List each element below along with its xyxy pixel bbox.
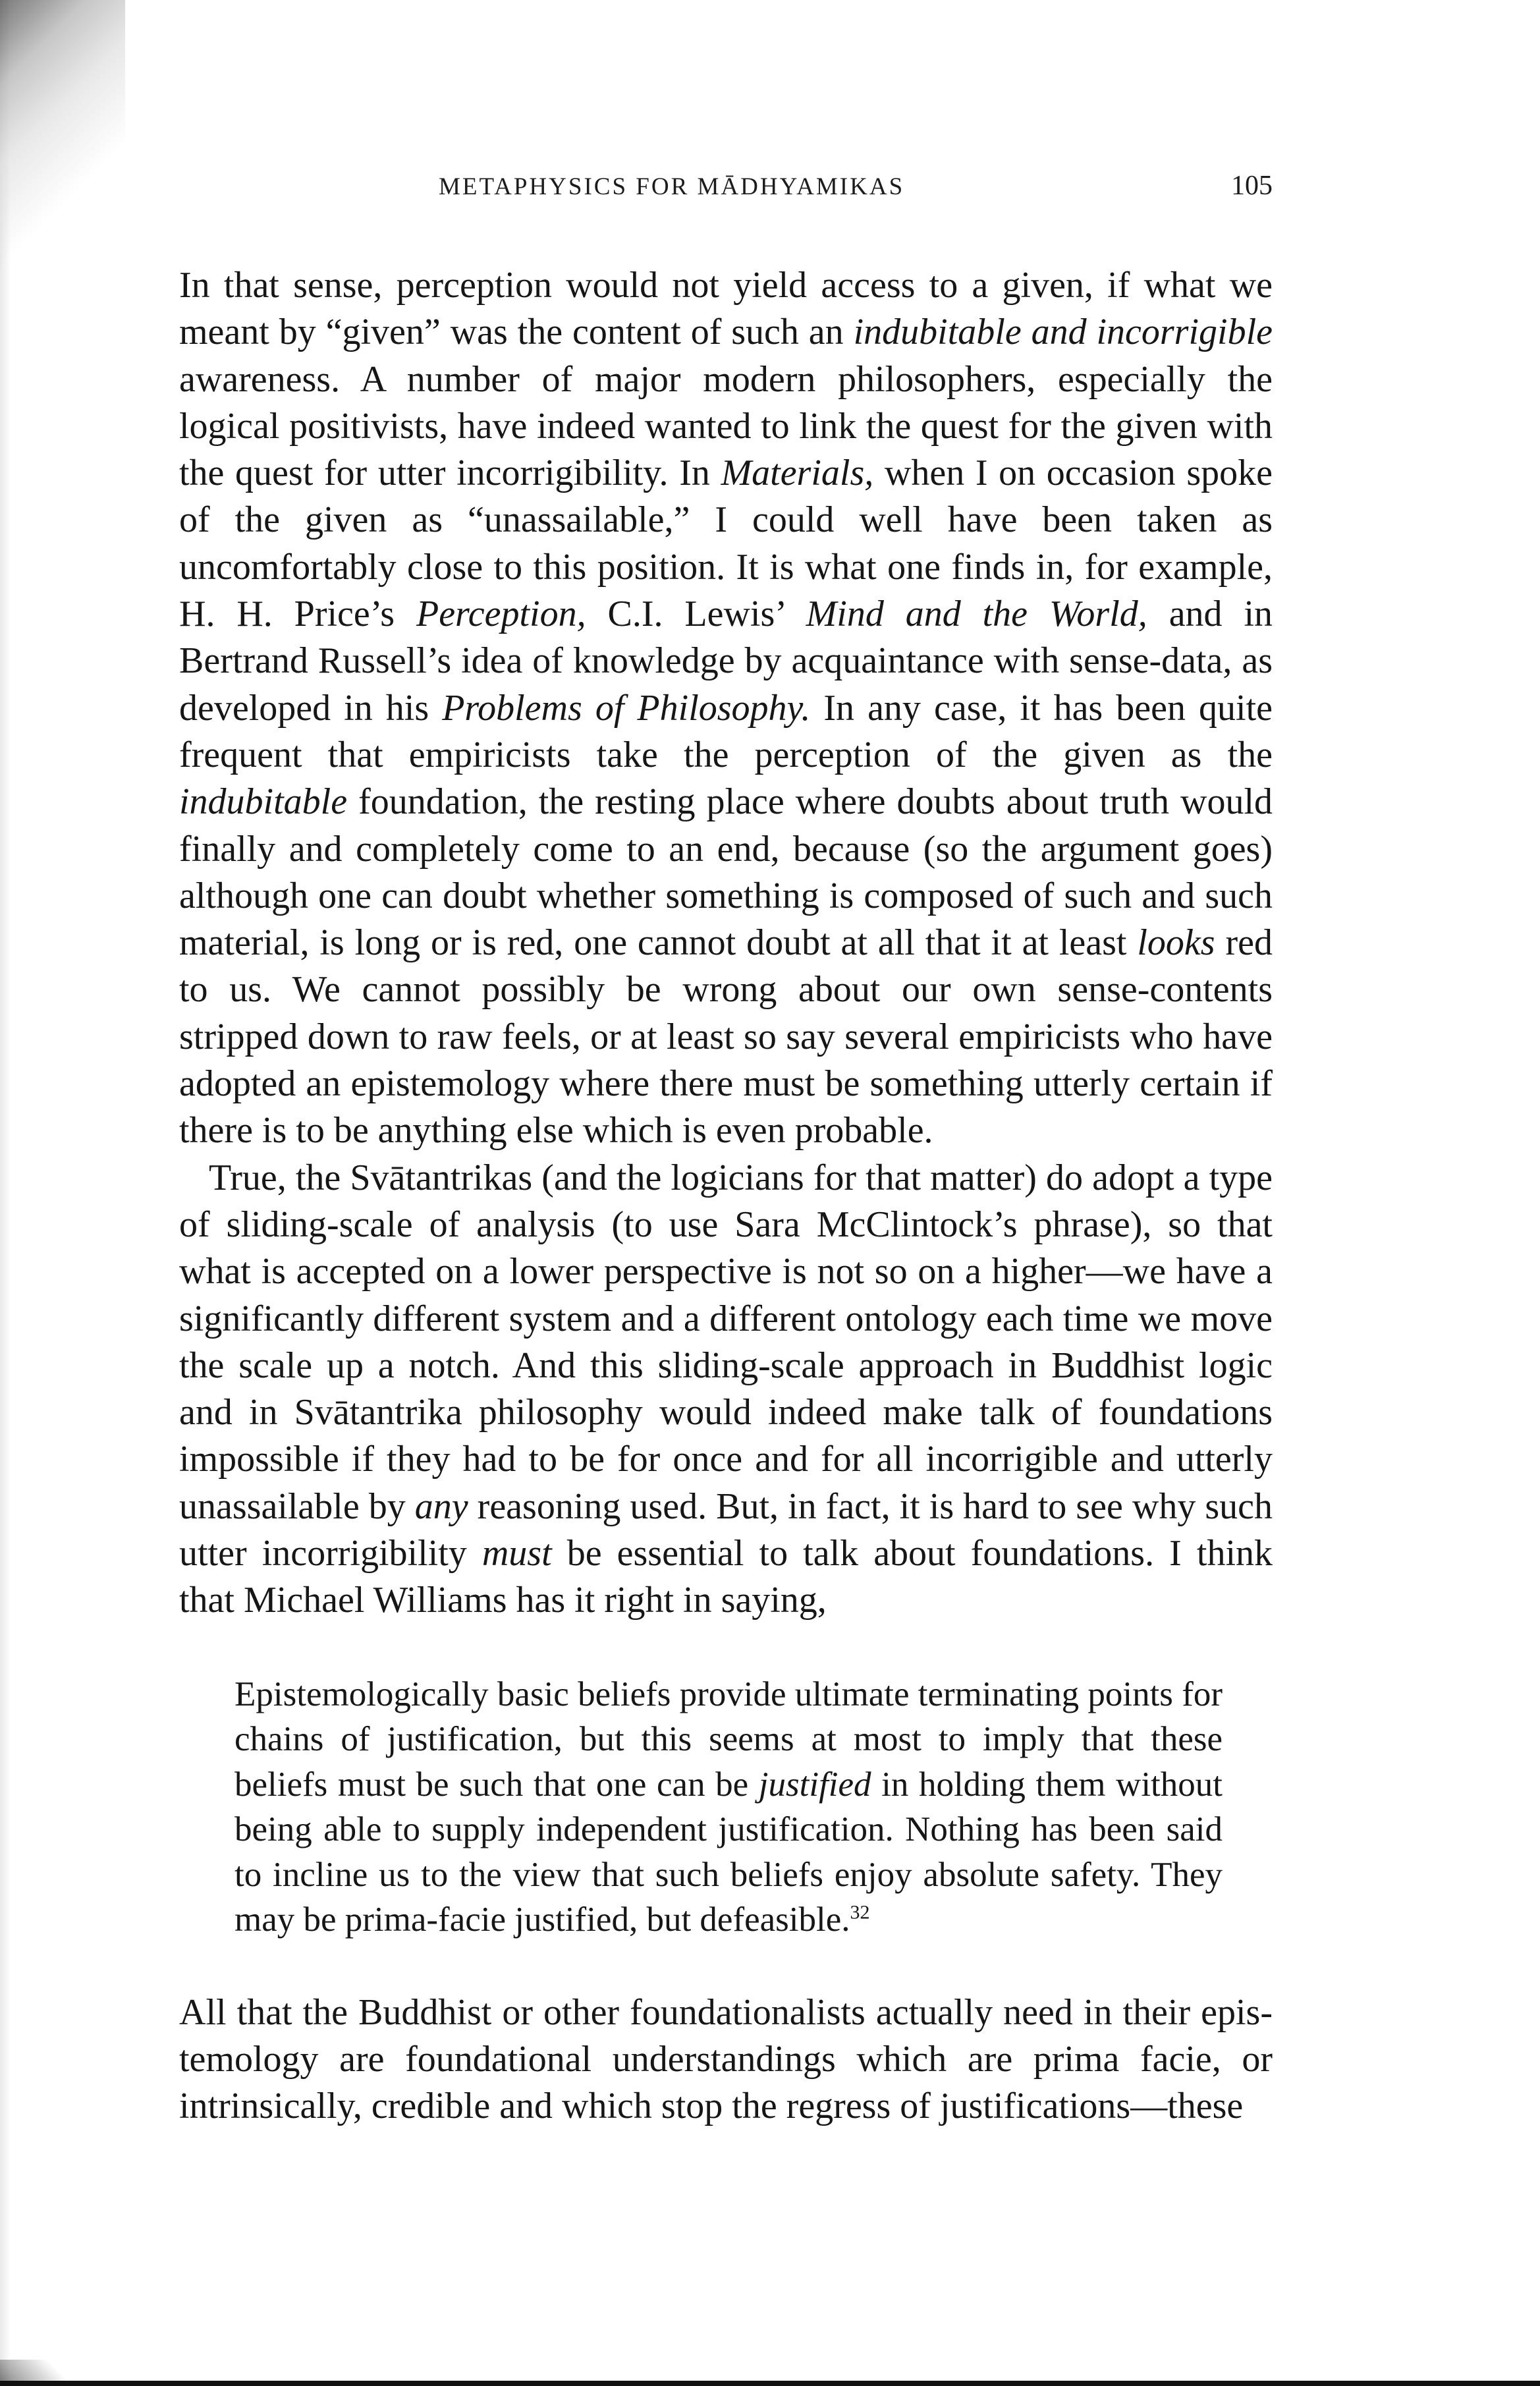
text-span: in holding them without being able to supply independent justification. Nothing has been said to incline us to the view that such beliefs enjoy absolute safety. They may be prima-facie justified, but defeasible. <box>234 1765 1223 1939</box>
italic-span: must <box>481 1533 552 1574</box>
body-text <box>179 262 1273 2130</box>
block-quote <box>234 1672 1223 1943</box>
paragraph-2 <box>179 1155 1273 1624</box>
text-span: awareness. A number of major modern philosophers, especially the logical positivists, have indeed wanted to link the quest for the given with the quest for utter incorrigibility. In <box>179 358 1273 494</box>
text-span: Epistemologically basic beliefs provide ultimate terminating points for chains of justification, but this seems at most to imply that these beliefs must be such that one can be <box>234 1675 1223 1804</box>
paragraph-3 <box>179 1989 1273 2130</box>
text-span: C.I. Lewis’ <box>586 594 806 635</box>
text-span: In that sense, perception would not yield access to a given, if what we meant by “given” was the content of such an <box>179 265 1273 353</box>
italic-title: Materials, <box>721 453 874 494</box>
italic-title: Mind and the World, <box>806 594 1147 635</box>
text-span: when I on occasion spoke of the given as “unassailable,” I could well have been taken as uncomfortably close to this position. It is what one finds in, for example, H. H. Price’s <box>179 453 1273 635</box>
text-span: foundation, the resting place where doubts about truth would finally and completely come to an end, because (so the argument goes) although one can doubt whether something is composed of such and such material, is long or is red, one cannot doubt at all that it at least <box>179 781 1273 964</box>
running-title: METAPHYSICS FOR MĀDHYAMIKAS <box>439 173 905 200</box>
page-number: 105 <box>1231 171 1273 201</box>
scan-corner-shadow <box>0 0 125 310</box>
italic-span: any <box>414 1485 468 1527</box>
text-span: All that the Buddhist or other foundationalists actually need in their epistemology are foundational understandings which are prima facie, or intrinsically, credible and which stop the regress of justifications—these <box>179 1991 1273 2127</box>
italic-span: looks <box>1137 922 1215 964</box>
scan-edge-shading <box>0 0 11 2386</box>
text-span: and in Bertrand Russell’s idea of knowledge by acquaintance with sense-data, as developed in his <box>179 594 1273 729</box>
footnote-reference[interactable]: 32 <box>850 1901 870 1924</box>
italic-span: indubitable <box>179 781 348 823</box>
italic-span: justified <box>758 1765 871 1804</box>
scan-bottom-edge <box>0 2381 1540 2386</box>
italic-title: Perception, <box>416 594 586 635</box>
running-head <box>179 173 1273 219</box>
italic-span: indubitable and incorrigible <box>853 312 1273 353</box>
text-span: reasoning used. But, in fact, it is hard to see why such utter incorrigibility <box>179 1485 1273 1574</box>
paragraph-1 <box>179 262 1273 1155</box>
italic-title: Problems of Philosophy. <box>442 687 811 729</box>
text-span: In any case, it has been quite frequent that empiricists take the perception of the given as the <box>179 687 1273 775</box>
text-span: be essential to talk about foundations. I think that Michael Williams has it right in saying, <box>179 1533 1273 1621</box>
text-span: True, the Svātantrikas (and the logicians for that matter) do adopt a type of sliding-scale of analysis (to use Sara McClintock’s phrase), so that what is accepted on a lower perspective is not so on a higher—we have a significantly different system and a different ontology each time we move the scale up a notch. And this sliding-scale approach in Buddhist logic and in Svātantrika philosophy would indeed make talk of foundations impossible if they had to be for once and for all incorrigible and utterly unassailable by <box>179 1157 1273 1527</box>
text-span: red to us. We cannot possibly be wrong about our own sense-contents stripped down to raw feels, or at least so say several empiricists who have adopted an epistemology where there must be something utterly certain if there is to be anything else which is even probable. <box>179 922 1273 1151</box>
